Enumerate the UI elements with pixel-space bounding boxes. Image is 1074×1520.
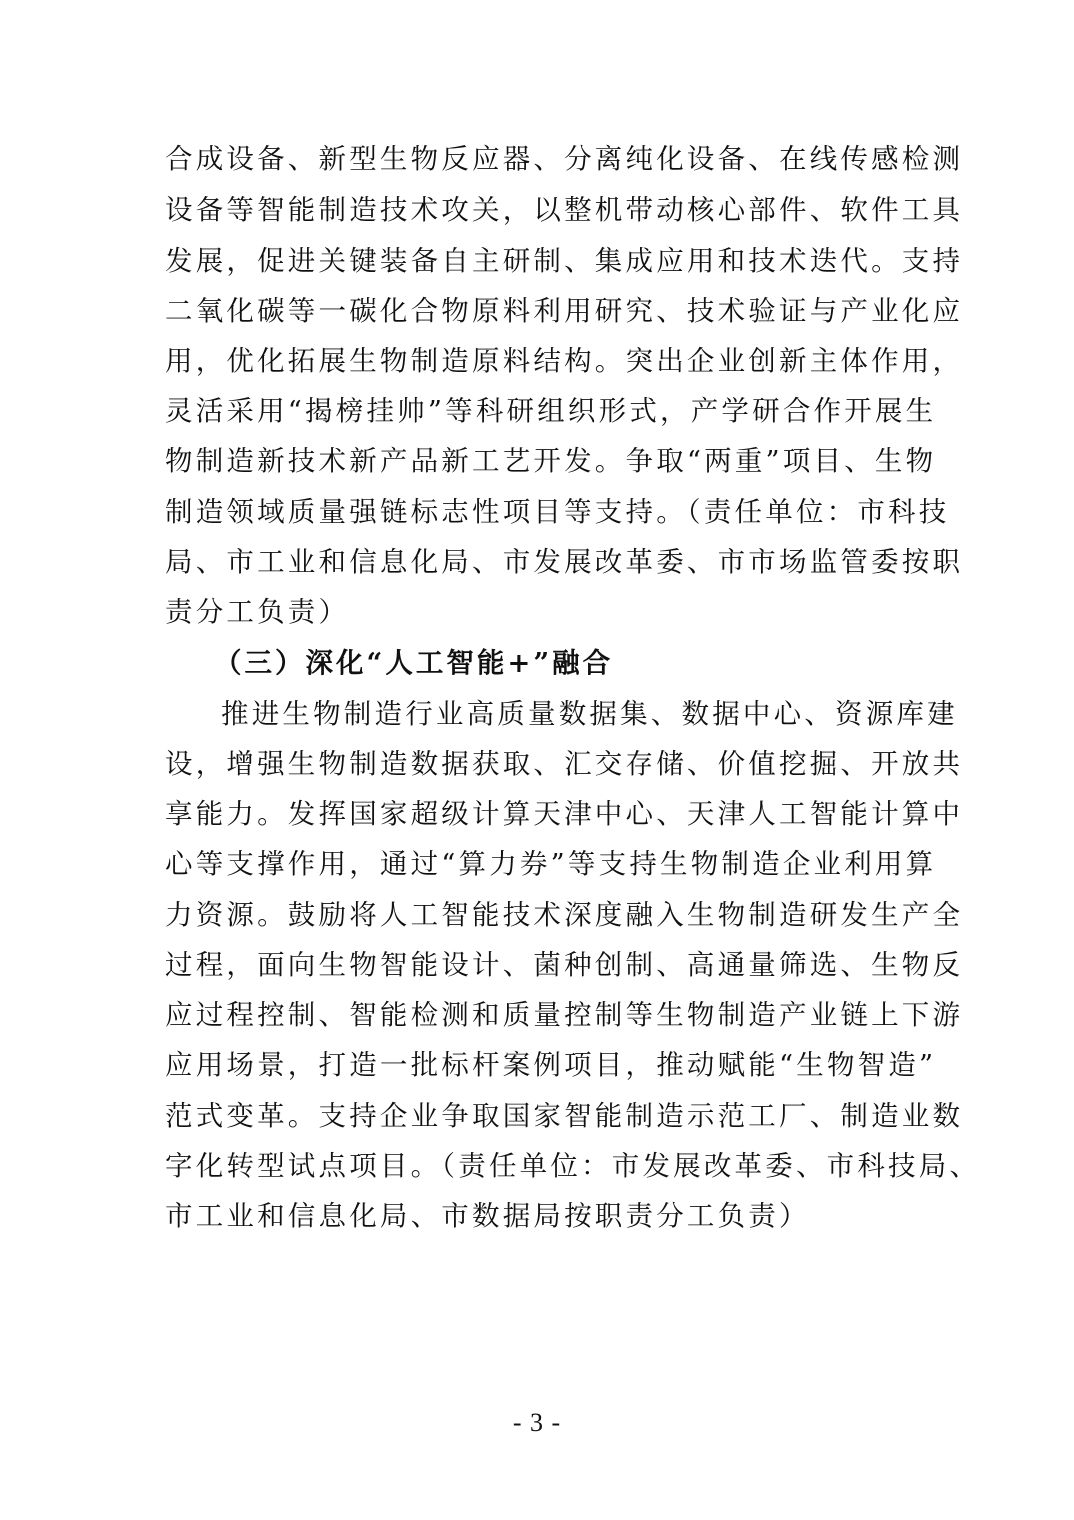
paragraph-line: 应用场景，打造一批标杆案例项目，推动赋能“生物智造” (165, 1049, 937, 1081)
paragraph-line: 市工业和信息化局、市数据局按职责分工负责） (165, 1200, 810, 1232)
paragraph-line: 力资源。鼓励将人工智能技术深度融入生物制造研发生产全 (165, 899, 964, 931)
paragraph-line: 过程，面向生物智能设计、菌种创制、高通量筛选、生物反 (165, 949, 964, 981)
paragraph-line: 局、市工业和信息化局、市发展改革委、市市场监管委按职 (165, 546, 964, 578)
paragraph-line: 设，增强生物制造数据获取、汇交存储、价值挖掘、开放共 (165, 748, 964, 780)
paragraph-line: 合成设备、新型生物反应器、分离纯化设备、在线传感检测 (165, 143, 964, 175)
paragraph-line: 范式变革。支持企业争取国家智能制造示范工厂、制造业数 (165, 1100, 964, 1132)
paragraph-line: 字化转型试点项目。（责任单位：市发展改革委、市科技局、 (165, 1150, 981, 1182)
paragraph-line: 灵活采用“揭榜挂帅”等科研组织形式，产学研合作开展生 (165, 395, 937, 427)
paragraph-line: 心等支撑作用，通过“算力券”等支持生物制造企业利用算 (165, 848, 937, 880)
paragraph-line: 二氧化碳等一碳化合物原料利用研究、技术验证与产业化应 (165, 295, 964, 327)
paragraph-line: 应过程控制、智能检测和质量控制等生物制造产业链上下游 (165, 999, 964, 1031)
paragraph-line: 用，优化拓展生物制造原料结构。突出企业创新主体作用， (165, 345, 964, 377)
paragraph-line: 发展，促进关键装备自主研制、集成应用和技术迭代。支持 (165, 245, 964, 277)
paragraph-line: 责分工负责） (165, 596, 350, 628)
section-heading: （三）深化“人工智能+”融合 (214, 647, 614, 679)
paragraph-line: 设备等智能制造技术攻关，以整机带动核心部件、软件工具 (165, 194, 964, 226)
paragraph-line: 制造领域质量强链标志性项目等支持。（责任单位：市科技 (165, 496, 950, 528)
paragraph-line: 物制造新技术新产品新工艺开发。争取“两重”项目、生物 (165, 445, 937, 477)
paragraph-line: 推进生物制造行业高质量数据集、数据中心、资源库建 (221, 698, 958, 730)
paragraph-line: 享能力。发挥国家超级计算天津中心、天津人工智能计算中 (165, 798, 964, 830)
page-number: - 3 - (512, 1408, 562, 1437)
